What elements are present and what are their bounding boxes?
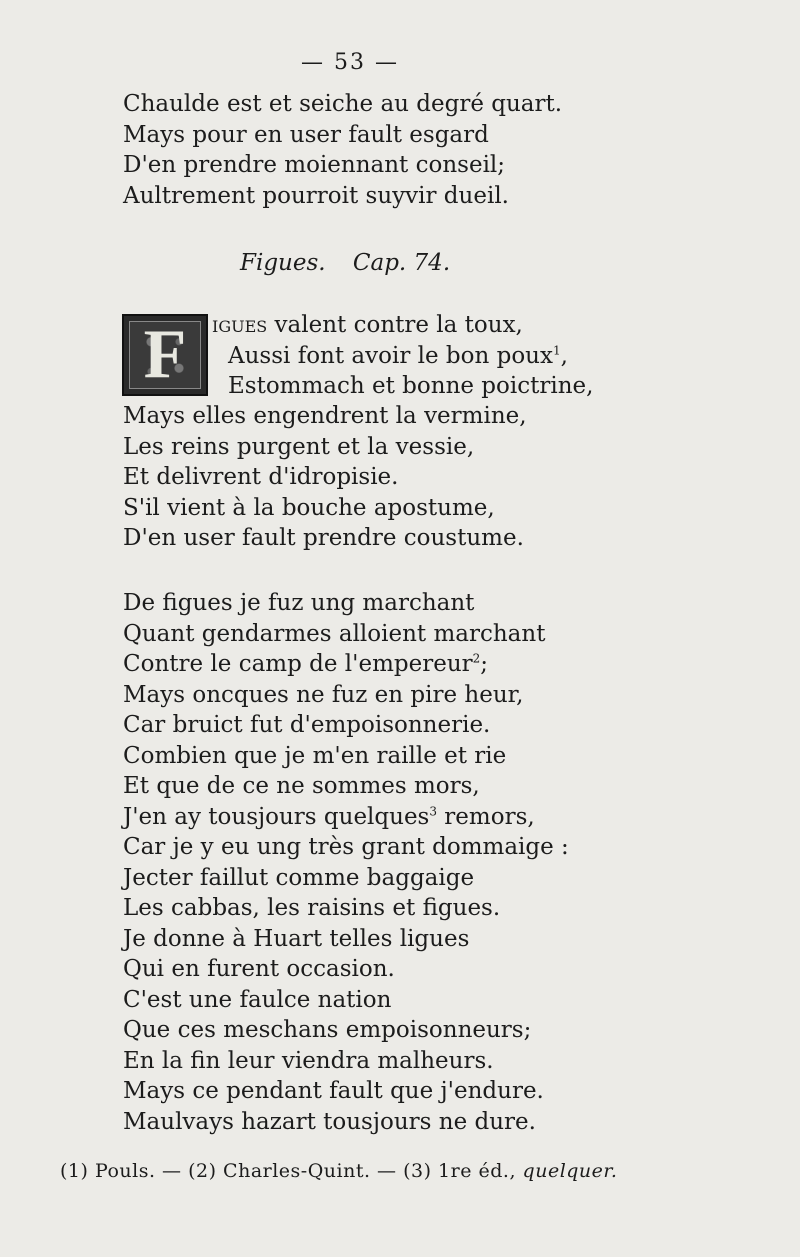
verse-line: Mays ce pendant fault que j'endure. bbox=[123, 1078, 544, 1104]
footnote-italic: quelquer. bbox=[522, 1160, 618, 1182]
page-number: — 53 — bbox=[301, 50, 399, 75]
footnote-text: (1) Pouls. — (2) Charles-Quint. — (3) 1re éd., bbox=[60, 1160, 523, 1182]
verse-line: Maulvays hazart tousjours ne dure. bbox=[123, 1108, 536, 1135]
stanza-marchant bbox=[123, 588, 569, 1137]
verse-line: Mays elles engendrent la vermine, bbox=[123, 403, 527, 429]
verse-line bbox=[123, 802, 569, 833]
stanza-figues-opening bbox=[212, 310, 593, 402]
stanza-top bbox=[123, 89, 562, 211]
verse-line: D'en user fault prendre coustume. bbox=[123, 525, 524, 551]
verse-line: Mays pour en user fault esgard bbox=[123, 121, 489, 148]
verse-line: Que ces meschans empoisonneurs; bbox=[123, 1017, 532, 1043]
verse-line bbox=[123, 649, 569, 680]
verse-line bbox=[212, 341, 593, 372]
verse-line: Qui en furent occasion. bbox=[123, 956, 395, 982]
smallcaps-word: igues bbox=[212, 312, 268, 338]
stanza-figues-rest bbox=[123, 401, 527, 554]
verse-text: , bbox=[560, 342, 568, 369]
chapter-number: Cap. 74. bbox=[352, 250, 451, 276]
verse-text: ; bbox=[480, 651, 489, 677]
verse-line bbox=[212, 310, 593, 341]
verse-line: Chaulde est et seiche au degré quart. bbox=[123, 91, 563, 117]
verse-line: Car bruict fut d'empoisonnerie. bbox=[123, 712, 491, 738]
verse-line: S'il vient à la bouche apostume, bbox=[123, 494, 495, 521]
verse-line: Mays oncques ne fuz en pire heur, bbox=[123, 681, 524, 708]
footnote-ref: 2 bbox=[472, 651, 481, 666]
footnote-ref: 1 bbox=[552, 342, 561, 357]
verse-text: valent contre la toux, bbox=[267, 312, 523, 338]
verse-line: Quant gendarmes alloient marchant bbox=[123, 620, 546, 647]
verse-line: Estommach et bonne poictrine, bbox=[228, 373, 594, 399]
verse-line: Les reins purgent et la vessie, bbox=[123, 433, 475, 460]
verse-line: C'est une faulce nation bbox=[123, 986, 392, 1013]
verse-line: Aultrement pourroit suyvir dueil. bbox=[123, 182, 509, 209]
verse-line: De figues je fuz ung marchant bbox=[123, 590, 475, 616]
verse-text: Contre le camp de l'empereur bbox=[123, 651, 473, 677]
chapter-heading bbox=[240, 250, 450, 276]
initial-letter: F bbox=[143, 316, 187, 393]
ornamental-initial bbox=[122, 314, 208, 396]
verse-text: remors, bbox=[437, 803, 535, 830]
chapter-title: Figues. bbox=[240, 250, 326, 276]
verse-text: J'en ay tousjours quelques bbox=[123, 803, 430, 830]
verse-line: En la fin leur viendra malheurs. bbox=[123, 1047, 494, 1074]
verse-line: Et que de ce ne sommes mors, bbox=[123, 773, 480, 799]
footnote-ref: 3 bbox=[429, 803, 437, 818]
verse-line: Les cabbas, les raisins et figues. bbox=[123, 895, 501, 921]
verse-line: Car je y eu ung très grant dommaige : bbox=[123, 834, 569, 860]
verse-line: D'en prendre moiennant conseil; bbox=[123, 152, 506, 178]
verse-line: Jecter faillut comme baggaige bbox=[123, 864, 475, 891]
verse-text: Aussi font avoir le bon poux bbox=[228, 342, 553, 369]
verse-line: Je donne à Huart telles ligues bbox=[123, 925, 470, 952]
verse-line: Combien que je m'en raille et rie bbox=[123, 742, 507, 769]
verse-line: Et delivrent d'idropisie. bbox=[123, 464, 399, 490]
footnotes bbox=[60, 1160, 617, 1182]
